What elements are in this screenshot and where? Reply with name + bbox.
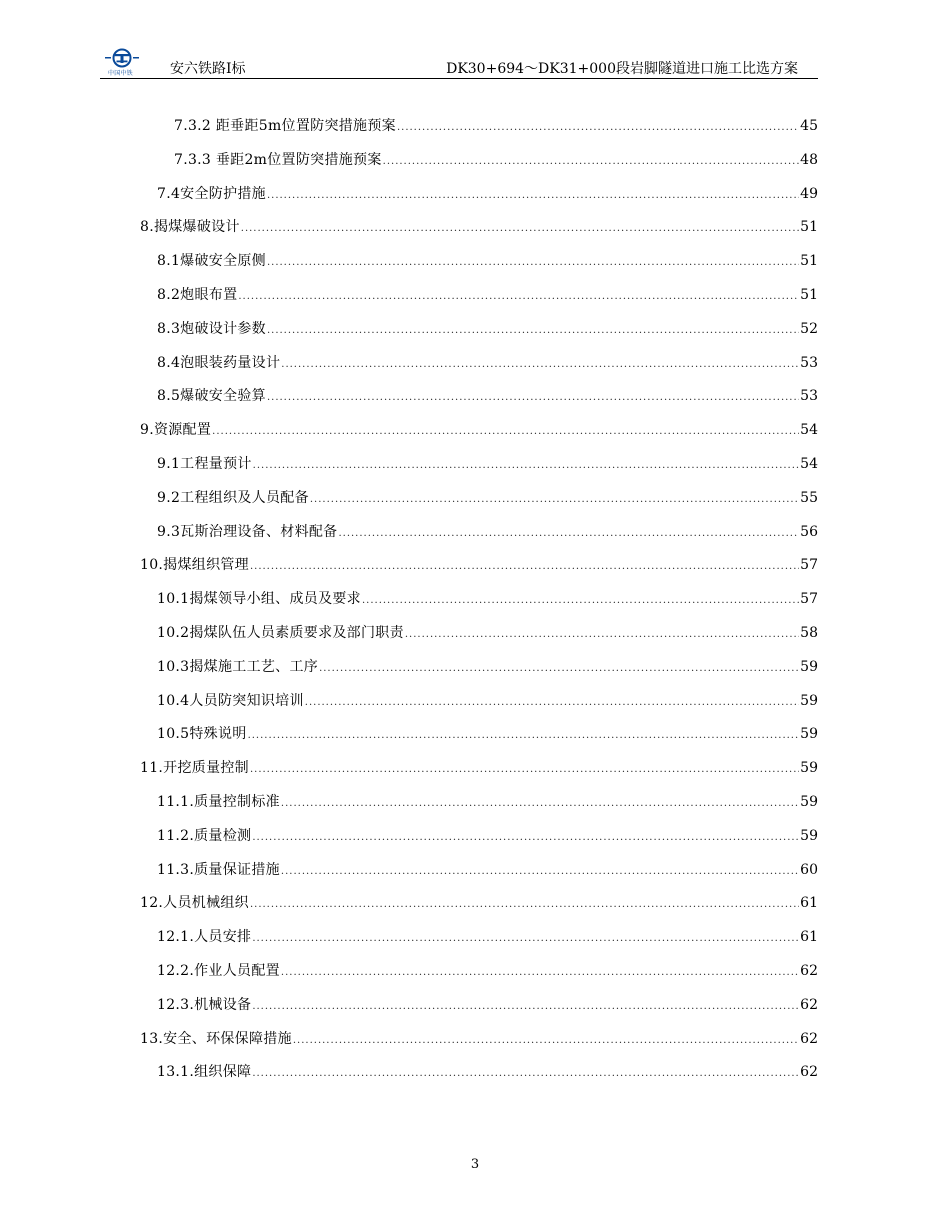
toc-entry[interactable] [157, 183, 818, 203]
toc-leader-dots [252, 1001, 799, 1012]
toc-entry[interactable] [157, 960, 818, 980]
toc-entry-title: 11.3.质量保证措施 [157, 862, 280, 878]
toc-leader-dots [250, 764, 799, 775]
toc-leader-dots [267, 325, 799, 336]
toc-entry-page: 54 [800, 456, 818, 472]
toc-entry-page: 59 [800, 794, 818, 810]
toc-entry-page: 49 [800, 186, 818, 202]
toc-leader-dots [397, 122, 799, 133]
toc-entry-title: 9.1工程量预计 [157, 456, 252, 472]
toc-leader-dots [252, 933, 799, 944]
toc-entry-title: 8.2炮眼布置 [157, 287, 238, 303]
page-number: 3 [470, 1157, 480, 1172]
toc-entry-page: 61 [800, 895, 818, 911]
toc-entry-title: 10.5特殊说明 [157, 726, 247, 742]
header-left-title: 安六铁路Ⅰ标 [170, 61, 246, 77]
toc-entry[interactable] [157, 926, 818, 946]
toc-leader-dots [281, 866, 799, 877]
toc-entry-title: 8.5爆破安全验算 [157, 388, 266, 404]
toc-entry-title: 7.3.2 距垂距5m位置防突措施预案 [174, 118, 396, 134]
toc-entry[interactable] [157, 352, 818, 372]
toc-entry-title: 7.4安全防护措施 [157, 186, 266, 202]
toc-entry[interactable] [157, 250, 818, 270]
toc-entry[interactable] [157, 723, 818, 743]
toc-leader-dots [250, 899, 799, 910]
toc-entry-title: 13.安全、环保保障措施 [140, 1031, 292, 1047]
toc-entry[interactable] [140, 1028, 818, 1048]
toc-entry-page: 61 [800, 929, 818, 945]
toc-entry-title: 11.开挖质量控制 [140, 760, 249, 776]
toc-entry-title: 11.1.质量控制标准 [157, 794, 280, 810]
toc-entry[interactable] [157, 825, 818, 845]
toc-entry-page: 53 [800, 388, 818, 404]
page-header [100, 48, 818, 79]
toc-leader-dots [405, 629, 799, 640]
toc-entry-title: 8.4泡眼装药量设计 [157, 355, 281, 371]
toc-entry[interactable] [157, 622, 818, 642]
toc-entry-title: 11.2.质量检测 [157, 828, 252, 844]
toc-entry-title: 10.4人员防突知识培训 [157, 693, 304, 709]
toc-entry-page: 59 [800, 726, 818, 742]
toc-entry-page: 62 [800, 1031, 818, 1047]
toc-entry[interactable] [157, 318, 818, 338]
toc-entry-page: 52 [800, 321, 818, 337]
toc-entry-page: 53 [800, 355, 818, 371]
toc-entry[interactable] [157, 487, 818, 507]
toc-entry-title: 8.揭煤爆破设计 [140, 219, 240, 235]
toc-entry-title: 12.3.机械设备 [157, 997, 252, 1013]
toc-leader-dots [319, 663, 799, 674]
toc-entry-title: 10.3揭煤施工工艺、工序 [157, 659, 319, 675]
toc-entry-page: 51 [800, 253, 818, 269]
toc-entry-title: 12.1.人员安排 [157, 929, 252, 945]
toc-leader-dots [281, 967, 799, 978]
toc-leader-dots [212, 426, 799, 437]
toc-entry[interactable] [174, 149, 818, 169]
toc-entry-title: 9.资源配置 [140, 422, 212, 438]
toc-leader-dots [362, 595, 799, 606]
toc-leader-dots [383, 156, 800, 167]
toc-leader-dots [253, 460, 800, 471]
toc-entry-page: 57 [800, 591, 818, 607]
toc-leader-dots [305, 697, 799, 708]
toc-entry-title: 10.2揭煤队伍人员素质要求及部门职责 [157, 625, 404, 641]
toc-entry-page: 59 [800, 659, 818, 675]
toc-entry-page: 55 [800, 490, 818, 506]
toc-entry[interactable] [157, 588, 818, 608]
toc-entry[interactable] [157, 521, 818, 541]
toc-entry-page: 59 [800, 760, 818, 776]
toc-entry-page: 48 [800, 152, 818, 168]
toc-entry-page: 56 [800, 524, 818, 540]
toc-entry[interactable] [157, 859, 818, 879]
toc-entry-title: 12.人员机械组织 [140, 895, 249, 911]
toc-entry-page: 59 [800, 828, 818, 844]
toc-entry-title: 13.1.组织保障 [157, 1064, 252, 1080]
toc-entry-title: 10.揭煤组织管理 [140, 557, 249, 573]
toc-entry-page: 51 [800, 219, 818, 235]
toc-entry-page: 51 [800, 287, 818, 303]
toc-entry[interactable] [140, 216, 818, 236]
toc-leader-dots [310, 494, 799, 505]
toc-entry[interactable] [157, 994, 818, 1014]
crec-logo-icon [104, 48, 144, 78]
toc-leader-dots [267, 392, 799, 403]
toc-leader-dots [241, 223, 799, 234]
toc-entry-title: 8.1爆破安全原侧 [157, 253, 266, 269]
toc-entry-page: 62 [800, 997, 818, 1013]
toc-leader-dots [252, 832, 799, 843]
toc-entry-page: 54 [800, 422, 818, 438]
toc-entry[interactable] [157, 656, 818, 676]
toc-entry[interactable] [140, 554, 818, 574]
toc-entry-page: 59 [800, 693, 818, 709]
toc-entry[interactable] [140, 757, 818, 777]
toc-leader-dots [267, 257, 799, 268]
toc-leader-dots [238, 291, 799, 302]
toc-entry[interactable] [157, 284, 818, 304]
toc-entry[interactable] [157, 453, 818, 473]
toc-leader-dots [338, 528, 799, 539]
toc-entry-title: 12.2.作业人员配置 [157, 963, 280, 979]
toc-entry[interactable] [157, 1061, 818, 1081]
toc-entry-title: 9.3瓦斯治理设备、材料配备 [157, 524, 338, 540]
toc-entry-title: 9.2工程组织及人员配备 [157, 490, 309, 506]
header-right-title: DK30+694～DK31+000段岩脚隧道进口施工比选方案 [446, 61, 798, 77]
toc-entry-page: 60 [800, 862, 818, 878]
toc-entry-title: 7.3.3 垂距2m位置防突措施预案 [174, 152, 382, 168]
toc-entry[interactable] [157, 385, 818, 405]
toc-leader-dots [250, 561, 799, 572]
toc-entry[interactable] [157, 791, 818, 811]
toc-leader-dots [252, 1068, 799, 1079]
toc-entry-title: 8.3炮破设计参数 [157, 321, 266, 337]
toc-entry[interactable] [174, 115, 818, 135]
toc-entry[interactable] [157, 690, 818, 710]
toc-entry-page: 57 [800, 557, 818, 573]
toc-entry-page: 58 [800, 625, 818, 641]
toc-entry-page: 62 [800, 1064, 818, 1080]
toc-leader-dots [248, 730, 800, 741]
toc-entry[interactable] [140, 892, 818, 912]
toc-leader-dots [293, 1035, 799, 1046]
logo-text: 中国中铁 [108, 70, 133, 77]
toc-leader-dots [281, 798, 799, 809]
toc-entry-page: 45 [800, 118, 818, 134]
toc-entry[interactable] [140, 419, 818, 439]
toc-entry-page: 62 [800, 963, 818, 979]
toc-leader-dots [281, 359, 799, 370]
toc-leader-dots [267, 190, 799, 201]
toc-entry-title: 10.1揭煤领导小组、成员及要求 [157, 591, 361, 607]
